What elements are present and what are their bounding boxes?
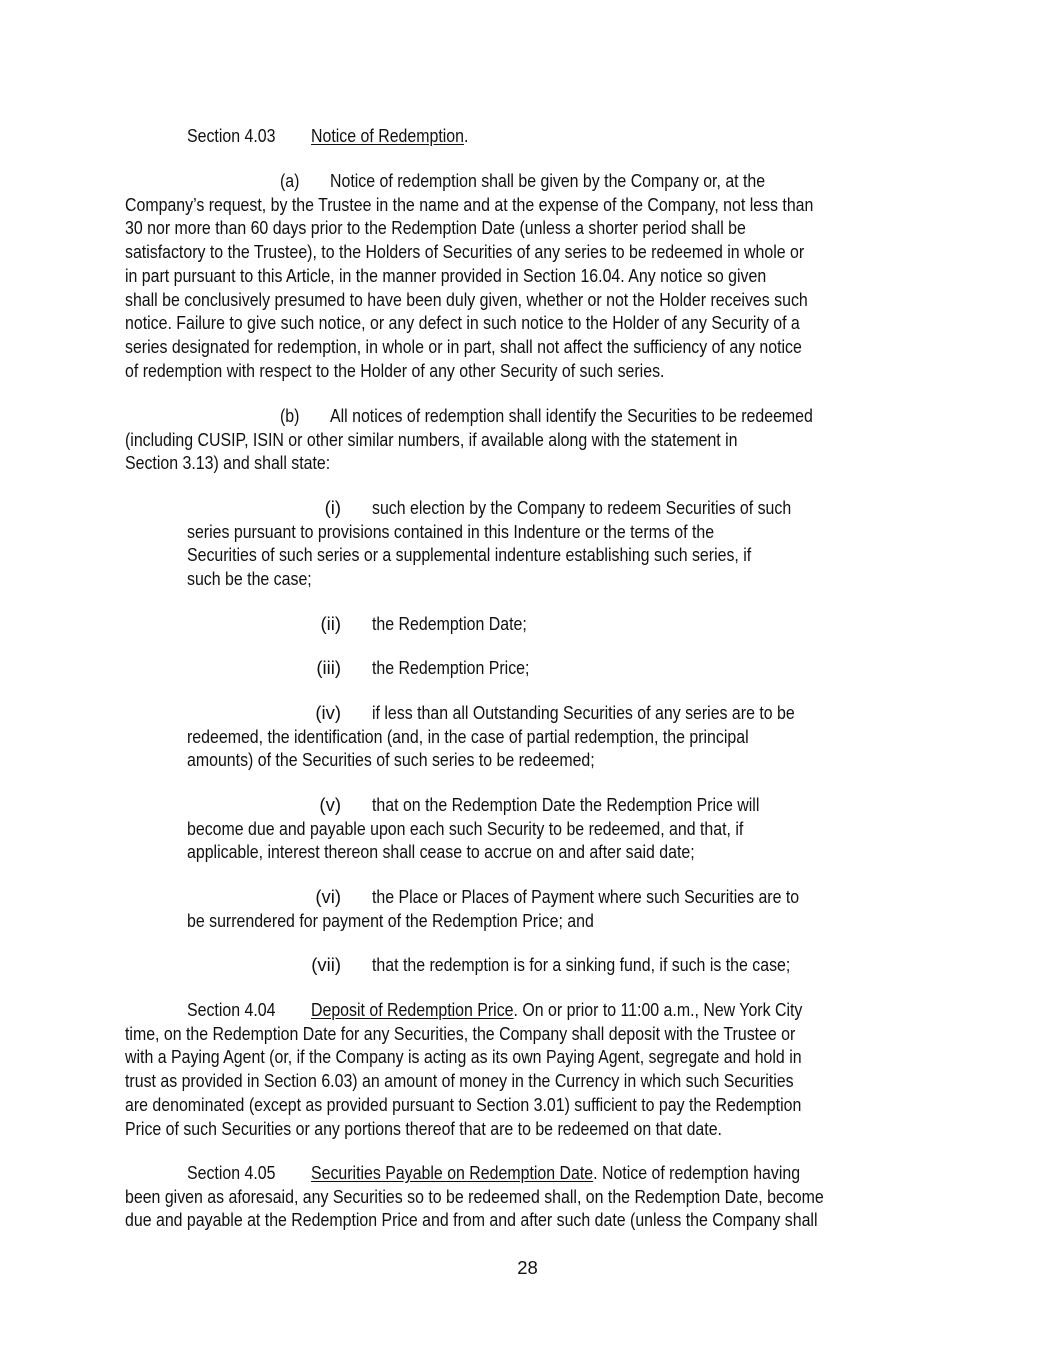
paragraph-line: that the redemption is for a sinking fund, if such is the case;: [372, 954, 791, 975]
page-number: 28: [517, 1257, 538, 1278]
section-heading: [311, 1161, 800, 1185]
paragraph-line: Securities of such series or a supplemental indenture establishing such series, if: [187, 544, 752, 566]
paragraph-line: in part pursuant to this Article, in the manner provided in Section 16.04. Any notice so given: [125, 264, 767, 286]
paragraph-line: been given as aforesaid, any Securities so to be redeemed shall, on the Redemption Date, become: [125, 1185, 824, 1207]
paragraph-line: shall be conclusively presumed to have been duly given, whether or not the Holder receives such: [125, 288, 808, 310]
clause-label: (a): [280, 170, 300, 191]
paragraph-line: redeemed, the identification (and, in the case of partial redemption, the principal: [187, 725, 749, 747]
paragraph-line: Company’s request, by the Trustee in the name and at the expense of the Company, not less than: [125, 193, 814, 215]
paragraph-line: Notice of redemption shall be given by the Company or, at the: [330, 170, 766, 191]
paragraph-line: (including CUSIP, ISIN or other similar numbers, if available along with the statement in: [125, 428, 738, 450]
paragraph-line: 30 nor more than 60 days prior to the Redemption Date (unless a shorter period shall be: [125, 217, 746, 239]
section-text: .: [463, 125, 469, 146]
paragraph-line: are denominated (except as provided pursuant to Section 3.01) sufficient to pay the Redemption: [125, 1093, 802, 1115]
paragraph-line: series designated for redemption, in whole or in part, shall not affect the sufficiency of any notice: [125, 335, 802, 357]
subclause-label: (i): [324, 497, 341, 518]
paragraph-line: satisfactory to the Trustee), to the Holders of Securities of any series to be redeemed in whole or: [125, 241, 805, 263]
paragraph-line: amounts) of the Securities of such series to be redeemed;: [187, 749, 595, 771]
paragraph-line: such be the case;: [187, 568, 312, 590]
section-number: Section 4.04: [187, 999, 276, 1020]
subclause-label: (ii): [320, 613, 341, 634]
section-heading: [311, 124, 468, 148]
section-number: Section 4.03: [187, 125, 276, 146]
subclause-label: (iv): [315, 702, 341, 723]
section-heading: [311, 998, 802, 1022]
section-title: Securities Payable on Redemption Date: [311, 1162, 594, 1183]
clause-label: (b): [280, 405, 300, 426]
paragraph-line: become due and payable upon each such Security to be redeemed, and that, if: [187, 817, 744, 839]
paragraph-line: the Redemption Price;: [372, 657, 530, 678]
subclause-label: (vii): [311, 954, 341, 975]
section-number: Section 4.05: [187, 1162, 276, 1183]
paragraph-line: Price of such Securities or any portions thereof that are to be redeemed on that date.: [125, 1117, 722, 1139]
paragraph-line: trust as provided in Section 6.03) an amount of money in the Currency in which such Securities: [125, 1070, 794, 1092]
paragraph-line: be surrendered for payment of the Redemption Price; and: [187, 909, 594, 931]
paragraph-line: the Redemption Date;: [372, 613, 527, 634]
paragraph-line: that on the Redemption Date the Redemption Price will: [372, 794, 760, 815]
subclause-label: (v): [319, 794, 341, 815]
paragraph-line: of redemption with respect to the Holder of any other Security of such series.: [125, 359, 665, 381]
section-text: . Notice of redemption having: [593, 1162, 801, 1183]
paragraph-line: Section 3.13) and shall state:: [125, 452, 331, 474]
paragraph-line: due and payable at the Redemption Price and from and after such date (unless the Company shall: [125, 1209, 818, 1231]
paragraph-line: such election by the Company to redeem Securities of such: [372, 497, 792, 518]
paragraph-line: applicable, interest thereon shall cease to accrue on and after said date;: [187, 841, 695, 863]
paragraph-line: notice. Failure to give such notice, or any defect in such notice to the Holder of any Security of a: [125, 312, 800, 334]
paragraph-line: if less than all Outstanding Securities of any series are to be: [372, 702, 795, 723]
paragraph-line: with a Paying Agent (or, if the Company is acting as its own Paying Agent, segregate and hold in: [125, 1046, 802, 1068]
subclause-label: (vi): [315, 886, 341, 907]
paragraph-line: All notices of redemption shall identify the Securities to be redeemed: [330, 405, 813, 426]
paragraph-line: series pursuant to provisions contained in this Indenture or the terms of the: [187, 520, 715, 542]
paragraph-line: the Place or Places of Payment where such Securities are to: [372, 886, 800, 907]
section-title: Notice of Redemption: [311, 125, 464, 146]
subclause-label: (iii): [316, 657, 341, 678]
paragraph-line: time, on the Redemption Date for any Securities, the Company shall deposit with the Trustee or: [125, 1022, 796, 1044]
section-text: . On or prior to 11:00 a.m., New York City: [513, 999, 803, 1020]
section-title: Deposit of Redemption Price: [311, 999, 514, 1020]
